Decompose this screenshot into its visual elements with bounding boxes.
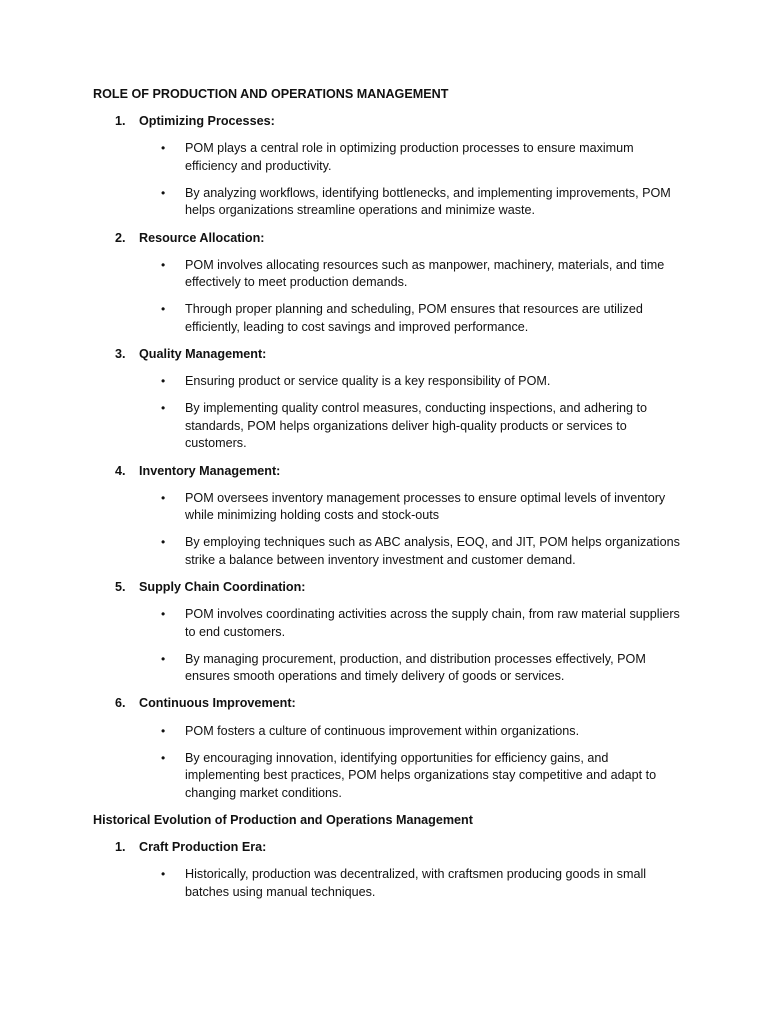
bullet-item (93, 140, 685, 175)
bullet-item (93, 723, 685, 741)
role-sections (93, 113, 693, 802)
bullet-dot-icon: • (161, 535, 166, 550)
section-heading: Resource Allocation: (139, 230, 265, 245)
section-title-history: Historical Evolution of Production and Operations Management (93, 812, 473, 827)
bullet-dot-icon: • (161, 401, 166, 416)
section-heading: Optimizing Processes: (139, 114, 275, 129)
bullet-item (93, 185, 685, 220)
bullet-dot-icon: • (161, 141, 166, 156)
document-body (93, 86, 693, 911)
bullet-dot-icon: • (161, 651, 166, 666)
bullet-text: By managing procurement, production, and distribution processes effectively, POM ensures smooth operations and timely delivery of goods or services. (185, 651, 646, 684)
section-heading: Craft Production Era: (139, 840, 267, 854)
bullet-dot-icon: • (161, 302, 166, 317)
bullet-item (93, 606, 685, 641)
section-heading: Supply Chain Coordination: (139, 579, 306, 594)
history-sections (93, 839, 693, 901)
bullet-item (93, 373, 685, 391)
bullet-item (93, 534, 685, 569)
list-number: 5. (115, 579, 126, 594)
list-number: 1. (115, 114, 126, 129)
bullet-text: By employing techniques such as ABC analysis, EOQ, and JIT, POM helps organizations strike a balance between inventory investment and customer demand. (185, 535, 680, 567)
numbered-heading (93, 579, 693, 597)
bullet-text: POM fosters a culture of continuous improvement within organizations. (185, 723, 580, 738)
list-number: 6. (115, 696, 126, 711)
bullet-dot-icon: • (161, 257, 166, 272)
bullet-dot-icon: • (161, 723, 166, 738)
list-number: 3. (115, 347, 126, 362)
bullet-item (93, 490, 685, 525)
bullet-dot-icon: • (161, 750, 166, 765)
bullet-dot-icon: • (161, 490, 166, 505)
list-number: 2. (115, 230, 126, 245)
numbered-heading (93, 695, 693, 713)
numbered-heading (93, 839, 693, 857)
bullet-dot-icon: • (161, 607, 166, 622)
bullet-dot-icon: • (161, 374, 166, 389)
bullet-dot-icon: • (161, 867, 166, 882)
bullet-text: POM involves coordinating activities across the supply chain, from raw material suppliers to end customers. (185, 607, 680, 639)
bullet-text: Historically, production was decentralized, with craftsmen producing goods in small batches using manual techniques. (185, 867, 647, 899)
bullet-text: By analyzing workflows, identifying bottlenecks, and implementing improvements, POM helps organizations streamline operations and minimize waste. (185, 185, 671, 218)
bullet-text: Ensuring product or service quality is a key responsibility of POM. (185, 374, 551, 389)
list-number: 4. (115, 463, 126, 478)
bullet-text: POM plays a central role in optimizing production processes to ensure maximum efficiency and productivity. (185, 141, 634, 173)
numbered-heading (93, 230, 693, 248)
numbered-heading (93, 346, 693, 364)
bullet-item (93, 651, 685, 686)
numbered-heading (93, 463, 693, 481)
section-heading: Inventory Management: (139, 463, 281, 478)
numbered-heading (93, 113, 693, 131)
bullet-text: POM oversees inventory management processes to ensure optimal levels of inventory while minimizing holding costs and stock-outs (185, 490, 666, 523)
bullet-item (93, 301, 685, 336)
bullet-item (93, 750, 685, 803)
bullet-text: By implementing quality control measures, conducting inspections, and adhering to standards, POM helps organizations deliver high-quality products or services to customers. (185, 401, 648, 451)
bullet-item (93, 400, 685, 453)
bullet-text: Through proper planning and scheduling, POM ensures that resources are utilized efficiently, leading to cost savings and improved performance. (185, 302, 643, 334)
section-heading: Continuous Improvement: (139, 696, 296, 711)
bullet-item (93, 866, 685, 901)
page-title: ROLE OF PRODUCTION AND OPERATIONS MANAGEMENT (93, 87, 449, 101)
list-number: 1. (115, 840, 126, 854)
bullet-text: By encouraging innovation, identifying opportunities for efficiency gains, and implementing best practices, POM helps organizations stay competitive and adapt to changing market conditions. (185, 750, 657, 800)
bullet-text: POM involves allocating resources such as manpower, machinery, materials, and time effectively to meet production demands. (185, 257, 665, 290)
bullet-item (93, 257, 685, 292)
bullet-dot-icon: • (161, 185, 166, 200)
section-heading: Quality Management: (139, 347, 267, 362)
